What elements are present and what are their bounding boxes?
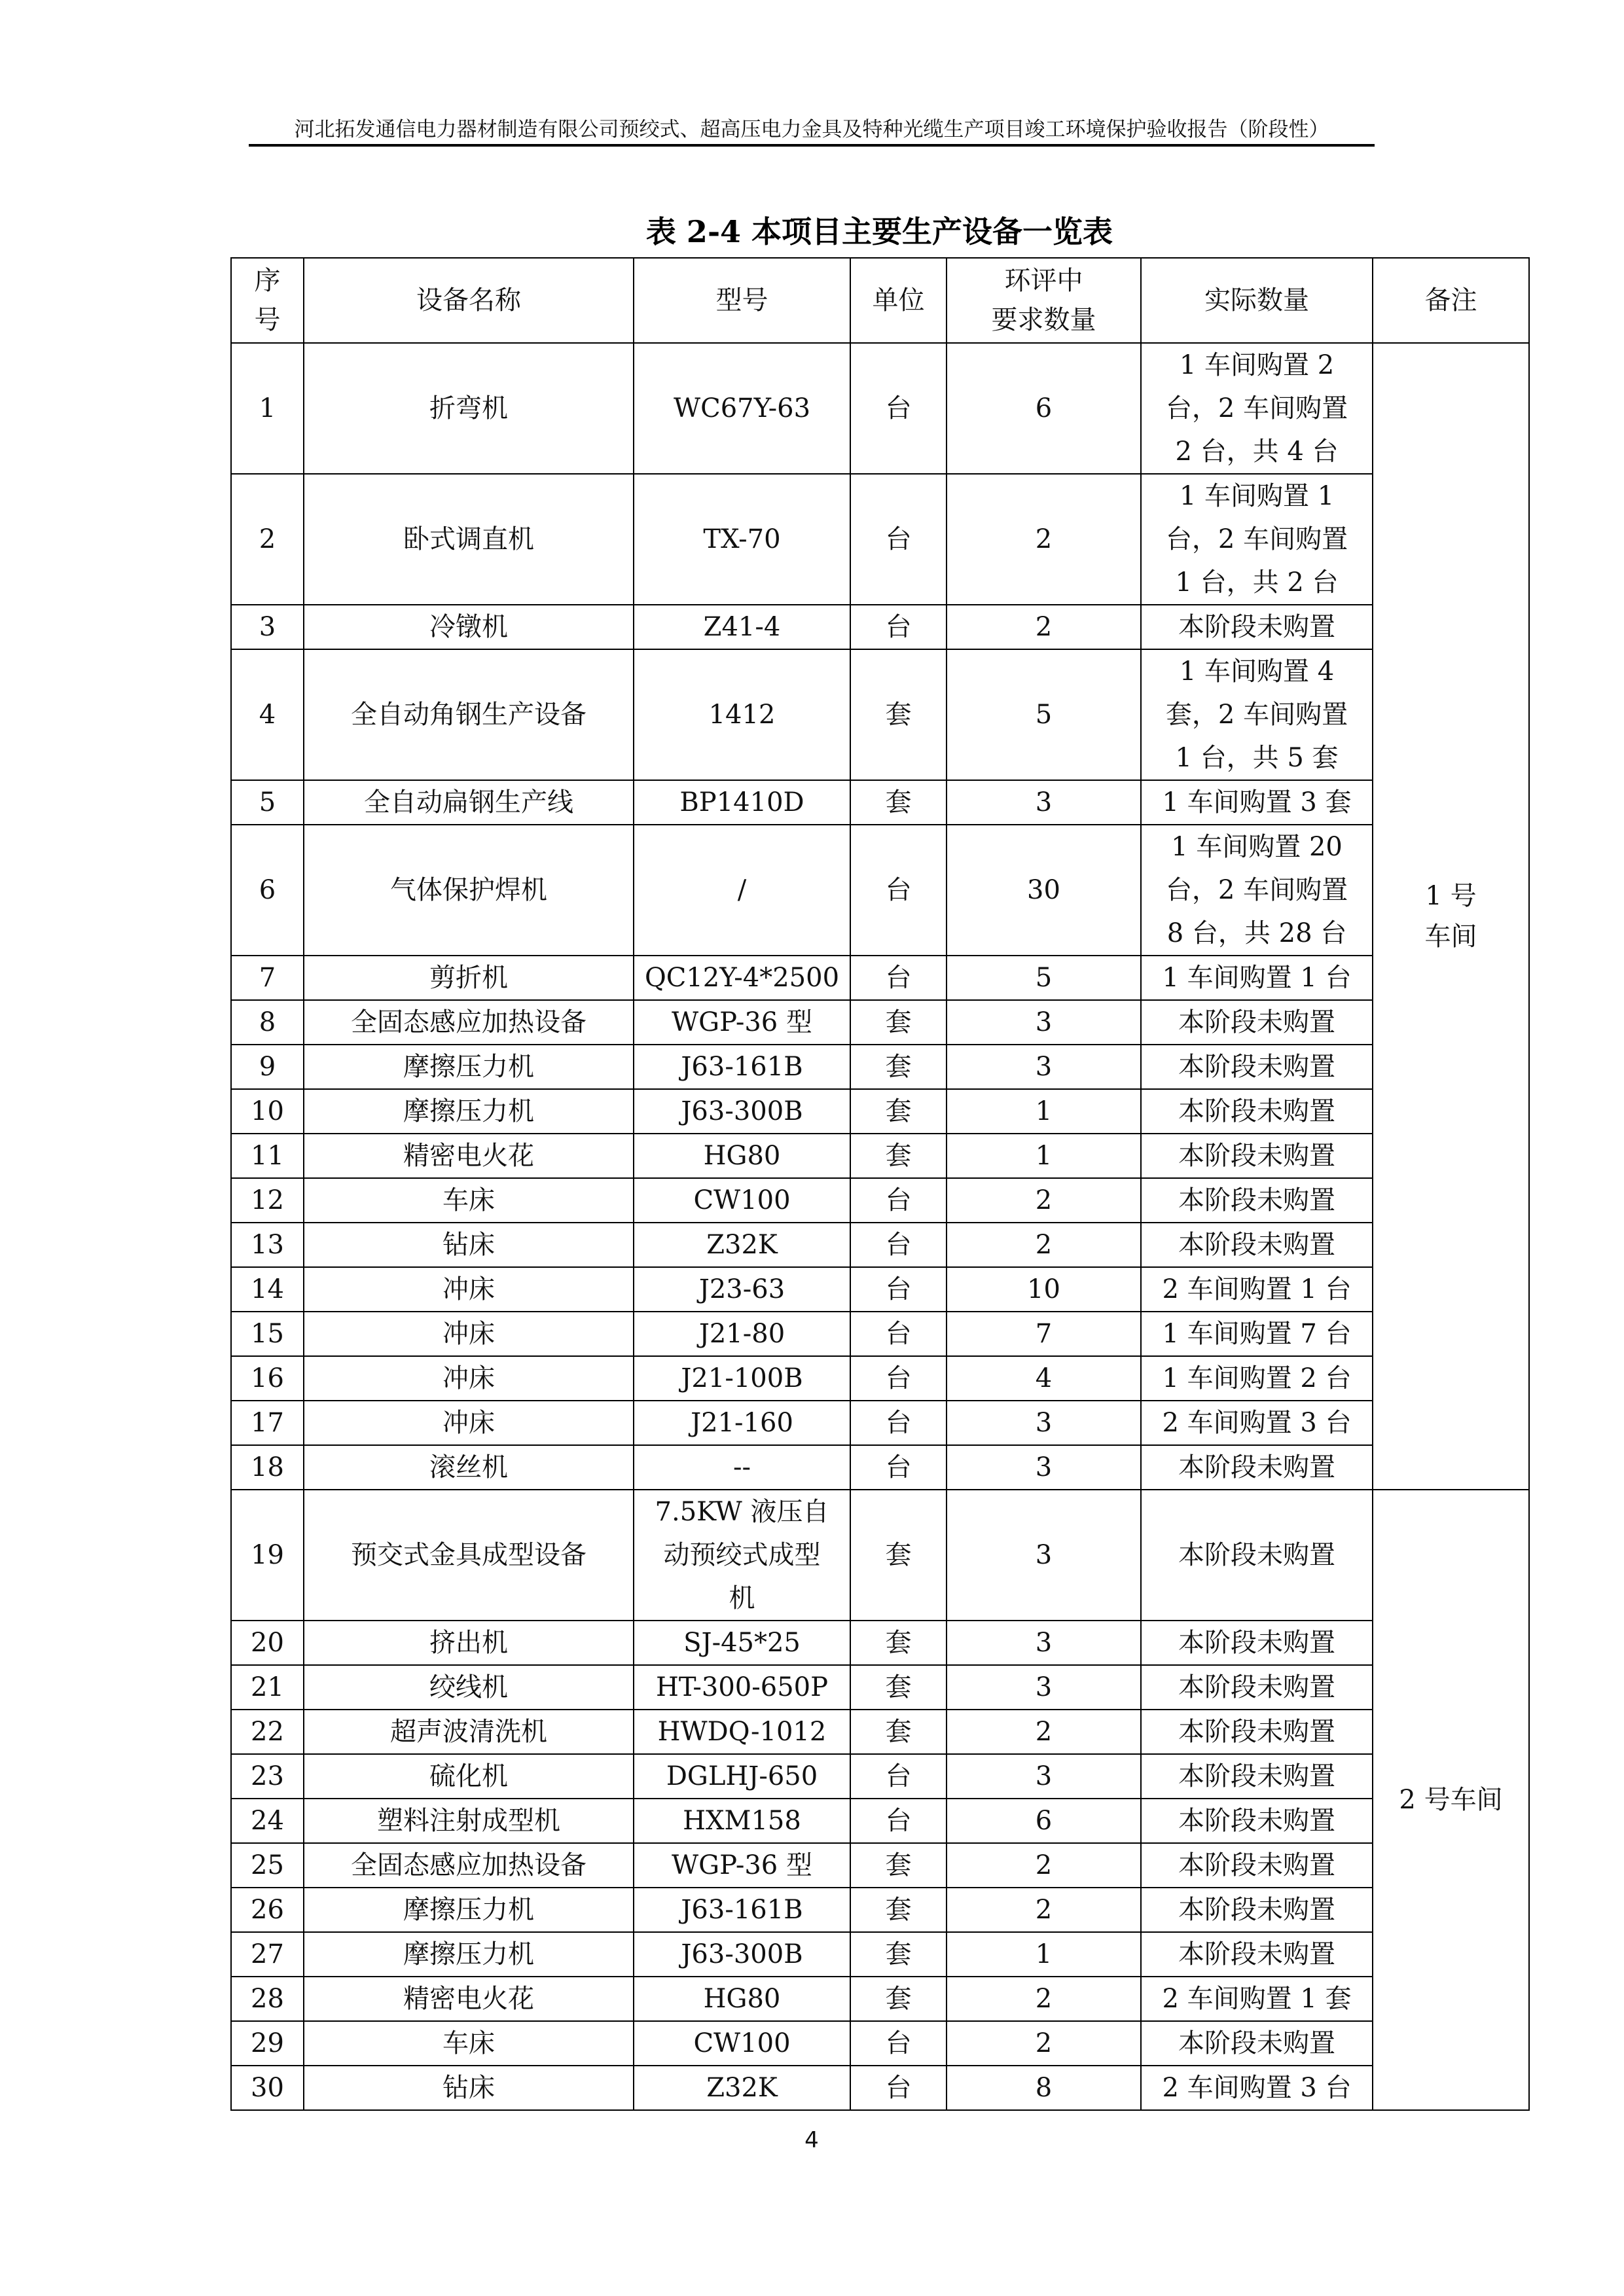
header-required-line1: 环评中 xyxy=(1004,266,1083,296)
cell-index: 9 xyxy=(231,1045,304,1089)
model-line: 动预绞式成型 xyxy=(663,1540,821,1570)
cell-actual xyxy=(1141,605,1373,649)
cell-unit: 台 xyxy=(850,1178,947,1223)
cell-name: 钻床 xyxy=(304,1223,634,1267)
cell-model: / xyxy=(634,825,850,956)
cell-unit: 套 xyxy=(850,1490,947,1621)
actual-line: 本阶段未购置 xyxy=(1178,1717,1335,1747)
actual-line: 本阶段未购置 xyxy=(1178,1628,1335,1658)
cell-required: 1 xyxy=(947,1932,1141,1977)
actual-line: 1 车间购置 7 台 xyxy=(1162,1319,1352,1349)
cell-unit: 套 xyxy=(850,1665,947,1710)
cell-name: 绞线机 xyxy=(304,1665,634,1710)
table-row xyxy=(231,1000,1529,1045)
header-index-line1: 序 xyxy=(254,266,281,296)
cell-index: 24 xyxy=(231,1799,304,1843)
cell-unit: 台 xyxy=(850,1356,947,1401)
cell-unit: 台 xyxy=(850,2021,947,2066)
cell-name: 折弯机 xyxy=(304,343,634,474)
cell-model: Z32K xyxy=(634,2066,850,2110)
cell-required: 3 xyxy=(947,1754,1141,1799)
cell-unit: 台 xyxy=(850,1267,947,1312)
cell-actual xyxy=(1141,1490,1373,1621)
cell-index: 18 xyxy=(231,1445,304,1490)
cell-actual xyxy=(1141,1665,1373,1710)
cell-index: 23 xyxy=(231,1754,304,1799)
actual-line: 本阶段未购置 xyxy=(1178,1540,1335,1570)
cell-model: Z32K xyxy=(634,1223,850,1267)
cell-actual xyxy=(1141,1754,1373,1799)
cell-required: 2 xyxy=(947,1223,1141,1267)
cell-model: TX-70 xyxy=(634,474,850,605)
table-row xyxy=(231,649,1529,780)
cell-unit: 台 xyxy=(850,1799,947,1843)
cell-name: 挤出机 xyxy=(304,1621,634,1665)
table-row xyxy=(231,1754,1529,1799)
actual-line: 1 台，共 5 套 xyxy=(1175,743,1339,773)
table-row xyxy=(231,1178,1529,1223)
cell-unit: 套 xyxy=(850,1843,947,1888)
cell-index: 20 xyxy=(231,1621,304,1665)
cell-actual xyxy=(1141,1000,1373,1045)
header-remark: 备注 xyxy=(1373,258,1529,343)
cell-required: 7 xyxy=(947,1312,1141,1356)
cell-name: 硫化机 xyxy=(304,1754,634,1799)
remark-workshop-1-line: 1 号 xyxy=(1425,881,1477,911)
table-title: 表 2-4 本项目主要生产设备一览表 xyxy=(645,214,1113,249)
cell-actual xyxy=(1141,1356,1373,1401)
cell-unit: 套 xyxy=(850,780,947,825)
cell-required: 6 xyxy=(947,343,1141,474)
cell-actual xyxy=(1141,2066,1373,2110)
cell-actual xyxy=(1141,1401,1373,1445)
header-actual: 实际数量 xyxy=(1141,258,1373,343)
cell-model: QC12Y-4*2500 xyxy=(634,956,850,1000)
cell-required: 3 xyxy=(947,1445,1141,1490)
cell-name: 全自动扁钢生产线 xyxy=(304,780,634,825)
cell-actual xyxy=(1141,1932,1373,1977)
table-row xyxy=(231,1888,1529,1932)
header-required-line2: 要求数量 xyxy=(991,305,1096,335)
cell-actual xyxy=(1141,825,1373,956)
cell-model: HXM158 xyxy=(634,1799,850,1843)
actual-line: 台，2 车间购置 xyxy=(1165,875,1348,905)
actual-line: 2 台，共 4 台 xyxy=(1175,437,1339,467)
cell-unit: 套 xyxy=(850,1000,947,1045)
cell-unit: 台 xyxy=(850,825,947,956)
table-row xyxy=(231,605,1529,649)
header-unit: 单位 xyxy=(850,258,947,343)
actual-line: 套，2 车间购置 xyxy=(1165,700,1348,730)
table-row xyxy=(231,780,1529,825)
cell-index: 19 xyxy=(231,1490,304,1621)
actual-line: 2 车间购置 3 台 xyxy=(1162,2073,1352,2103)
cell-required: 1 xyxy=(947,1089,1141,1134)
cell-model: J63-300B xyxy=(634,1932,850,1977)
table-row xyxy=(231,1134,1529,1178)
cell-name: 剪折机 xyxy=(304,956,634,1000)
header-required xyxy=(947,258,1141,343)
cell-model: DGLHJ-650 xyxy=(634,1754,850,1799)
cell-model: HG80 xyxy=(634,1134,850,1178)
cell-actual xyxy=(1141,1089,1373,1134)
header-rule xyxy=(249,144,1375,147)
cell-model: HT-300-650P xyxy=(634,1665,850,1710)
actual-line: 本阶段未购置 xyxy=(1178,2028,1335,2058)
cell-actual xyxy=(1141,1445,1373,1490)
cell-required: 3 xyxy=(947,1621,1141,1665)
cell-actual xyxy=(1141,1178,1373,1223)
cell-model xyxy=(634,1490,850,1621)
cell-name: 冷镦机 xyxy=(304,605,634,649)
cell-name: 摩擦压力机 xyxy=(304,1888,634,1932)
cell-name: 气体保护焊机 xyxy=(304,825,634,956)
cell-name: 卧式调直机 xyxy=(304,474,634,605)
remark-workshop-1-line: 车间 xyxy=(1424,922,1477,952)
cell-model: J63-300B xyxy=(634,1089,850,1134)
table-row xyxy=(231,1445,1529,1490)
cell-index: 16 xyxy=(231,1356,304,1401)
cell-required: 2 xyxy=(947,2021,1141,2066)
actual-line: 本阶段未购置 xyxy=(1178,1939,1335,1969)
cell-name: 冲床 xyxy=(304,1401,634,1445)
cell-index: 6 xyxy=(231,825,304,956)
actual-line: 本阶段未购置 xyxy=(1178,1806,1335,1836)
cell-actual xyxy=(1141,1888,1373,1932)
table-row xyxy=(231,1665,1529,1710)
remark-workshop-2: 2 号车间 xyxy=(1373,1490,1529,2110)
cell-name: 超声波清洗机 xyxy=(304,1710,634,1754)
cell-unit: 套 xyxy=(850,1045,947,1089)
table-body xyxy=(231,343,1529,2110)
header-name: 设备名称 xyxy=(304,258,634,343)
cell-unit: 套 xyxy=(850,1932,947,1977)
cell-unit: 台 xyxy=(850,1754,947,1799)
cell-index: 10 xyxy=(231,1089,304,1134)
table-row xyxy=(231,1045,1529,1089)
cell-index: 17 xyxy=(231,1401,304,1445)
cell-index: 14 xyxy=(231,1267,304,1312)
cell-name: 全固态感应加热设备 xyxy=(304,1843,634,1888)
cell-actual xyxy=(1141,1710,1373,1754)
actual-line: 台，2 车间购置 xyxy=(1165,524,1348,554)
cell-model: WGP-36 型 xyxy=(634,1843,850,1888)
cell-index: 15 xyxy=(231,1312,304,1356)
cell-unit: 台 xyxy=(850,1312,947,1356)
cell-required: 30 xyxy=(947,825,1141,956)
table-row xyxy=(231,1710,1529,1754)
actual-line: 本阶段未购置 xyxy=(1178,1672,1335,1702)
cell-unit: 台 xyxy=(850,2066,947,2110)
table-row xyxy=(231,1977,1529,2021)
cell-model: CW100 xyxy=(634,1178,850,1223)
cell-model: -- xyxy=(634,1445,850,1490)
cell-required: 5 xyxy=(947,649,1141,780)
actual-line: 2 车间购置 3 台 xyxy=(1162,1408,1352,1438)
table-row xyxy=(231,1490,1529,1621)
cell-actual xyxy=(1141,649,1373,780)
actual-line: 本阶段未购置 xyxy=(1178,612,1335,642)
cell-index: 21 xyxy=(231,1665,304,1710)
cell-index: 1 xyxy=(231,343,304,474)
cell-index: 8 xyxy=(231,1000,304,1045)
header-index-line2: 号 xyxy=(254,305,281,335)
cell-required: 2 xyxy=(947,1888,1141,1932)
cell-actual xyxy=(1141,1843,1373,1888)
cell-actual xyxy=(1141,343,1373,474)
actual-line: 本阶段未购置 xyxy=(1178,1850,1335,1880)
cell-actual xyxy=(1141,474,1373,605)
cell-name: 摩擦压力机 xyxy=(304,1932,634,1977)
cell-actual xyxy=(1141,1312,1373,1356)
cell-model: J21-80 xyxy=(634,1312,850,1356)
actual-line: 1 车间购置 2 台 xyxy=(1162,1363,1352,1393)
actual-line: 台，2 车间购置 xyxy=(1165,393,1348,423)
actual-line: 本阶段未购置 xyxy=(1178,1452,1335,1482)
actual-line: 本阶段未购置 xyxy=(1178,1096,1335,1126)
cell-name: 精密电火花 xyxy=(304,1134,634,1178)
cell-unit: 套 xyxy=(850,1710,947,1754)
cell-index: 3 xyxy=(231,605,304,649)
cell-unit: 套 xyxy=(850,1621,947,1665)
cell-index: 29 xyxy=(231,2021,304,2066)
actual-line: 本阶段未购置 xyxy=(1178,1007,1335,1037)
cell-index: 30 xyxy=(231,2066,304,2110)
cell-required: 2 xyxy=(947,605,1141,649)
actual-line: 1 车间购置 2 xyxy=(1179,350,1335,380)
page-number: 4 xyxy=(804,2127,819,2153)
cell-model: WC67Y-63 xyxy=(634,343,850,474)
table-row xyxy=(231,1799,1529,1843)
actual-line: 1 车间购置 1 xyxy=(1179,481,1335,511)
cell-model: CW100 xyxy=(634,2021,850,2066)
actual-line: 本阶段未购置 xyxy=(1178,1230,1335,1260)
cell-name: 车床 xyxy=(304,2021,634,2066)
table-row xyxy=(231,1267,1529,1312)
cell-actual xyxy=(1141,1045,1373,1089)
cell-required: 3 xyxy=(947,1045,1141,1089)
equipment-table xyxy=(230,257,1530,2111)
cell-required: 2 xyxy=(947,474,1141,605)
cell-actual xyxy=(1141,1223,1373,1267)
actual-line: 本阶段未购置 xyxy=(1178,1141,1335,1171)
cell-model: HWDQ-1012 xyxy=(634,1710,850,1754)
cell-required: 3 xyxy=(947,1665,1141,1710)
cell-actual xyxy=(1141,2021,1373,2066)
actual-line: 本阶段未购置 xyxy=(1178,1052,1335,1082)
cell-required: 3 xyxy=(947,1401,1141,1445)
cell-index: 25 xyxy=(231,1843,304,1888)
cell-unit: 套 xyxy=(850,649,947,780)
actual-line: 1 车间购置 20 xyxy=(1171,832,1343,862)
cell-actual xyxy=(1141,1799,1373,1843)
cell-unit: 台 xyxy=(850,1223,947,1267)
cell-required: 2 xyxy=(947,1843,1141,1888)
cell-actual xyxy=(1141,1977,1373,2021)
actual-line: 本阶段未购置 xyxy=(1178,1185,1335,1215)
cell-unit: 套 xyxy=(850,1977,947,2021)
cell-model: J63-161B xyxy=(634,1045,850,1089)
actual-line: 1 车间购置 1 台 xyxy=(1162,963,1352,993)
table-row xyxy=(231,1223,1529,1267)
cell-unit: 套 xyxy=(850,1134,947,1178)
cell-index: 2 xyxy=(231,474,304,605)
cell-required: 5 xyxy=(947,956,1141,1000)
cell-actual xyxy=(1141,956,1373,1000)
table-row xyxy=(231,1621,1529,1665)
cell-name: 摩擦压力机 xyxy=(304,1089,634,1134)
cell-required: 2 xyxy=(947,1178,1141,1223)
cell-index: 26 xyxy=(231,1888,304,1932)
cell-index: 28 xyxy=(231,1977,304,2021)
cell-index: 22 xyxy=(231,1710,304,1754)
table-row xyxy=(231,956,1529,1000)
cell-required: 3 xyxy=(947,780,1141,825)
cell-required: 1 xyxy=(947,1134,1141,1178)
cell-name: 滚丝机 xyxy=(304,1445,634,1490)
actual-line: 本阶段未购置 xyxy=(1178,1895,1335,1925)
cell-index: 27 xyxy=(231,1932,304,1977)
table-row xyxy=(231,1401,1529,1445)
cell-name: 精密电火花 xyxy=(304,1977,634,2021)
table-row xyxy=(231,2066,1529,2110)
cell-index: 11 xyxy=(231,1134,304,1178)
actual-line: 1 台，共 2 台 xyxy=(1175,567,1339,598)
actual-line: 本阶段未购置 xyxy=(1178,1761,1335,1791)
cell-unit: 台 xyxy=(850,1401,947,1445)
cell-required: 3 xyxy=(947,1490,1141,1621)
cell-model: J63-161B xyxy=(634,1888,850,1932)
cell-model: HG80 xyxy=(634,1977,850,2021)
cell-name: 冲床 xyxy=(304,1267,634,1312)
cell-name: 塑料注射成型机 xyxy=(304,1799,634,1843)
actual-line: 1 车间购置 4 xyxy=(1179,656,1335,687)
cell-name: 车床 xyxy=(304,1178,634,1223)
cell-model: J21-160 xyxy=(634,1401,850,1445)
header-index xyxy=(231,258,304,343)
table-row xyxy=(231,1312,1529,1356)
cell-required: 6 xyxy=(947,1799,1141,1843)
model-line: 7.5KW 液压自 xyxy=(655,1497,829,1527)
cell-unit: 套 xyxy=(850,1888,947,1932)
cell-name: 预交式金具成型设备 xyxy=(304,1490,634,1621)
cell-unit: 台 xyxy=(850,605,947,649)
cell-model: 1412 xyxy=(634,649,850,780)
cell-required: 3 xyxy=(947,1000,1141,1045)
table-header-row xyxy=(231,258,1529,343)
actual-line: 2 车间购置 1 台 xyxy=(1162,1274,1352,1304)
table-row xyxy=(231,343,1529,474)
cell-model: SJ-45*25 xyxy=(634,1621,850,1665)
model-line: 机 xyxy=(729,1583,755,1613)
cell-model: BP1410D xyxy=(634,780,850,825)
actual-line: 2 车间购置 1 套 xyxy=(1162,1984,1352,2014)
cell-unit: 台 xyxy=(850,1445,947,1490)
table-row xyxy=(231,825,1529,956)
cell-index: 4 xyxy=(231,649,304,780)
header-model: 型号 xyxy=(634,258,850,343)
table-row xyxy=(231,1932,1529,1977)
actual-line: 1 车间购置 3 套 xyxy=(1162,787,1352,817)
cell-name: 全自动角钢生产设备 xyxy=(304,649,634,780)
running-header: 河北拓发通信电力器材制造有限公司预绞式、超高压电力金具及特种光缆生产项目竣工环境保护验收报告（阶段性） xyxy=(294,118,1329,141)
cell-unit: 台 xyxy=(850,956,947,1000)
cell-required: 10 xyxy=(947,1267,1141,1312)
cell-name: 冲床 xyxy=(304,1356,634,1401)
cell-model: Z41-4 xyxy=(634,605,850,649)
cell-unit: 台 xyxy=(850,343,947,474)
cell-index: 5 xyxy=(231,780,304,825)
cell-model: J23-63 xyxy=(634,1267,850,1312)
cell-required: 8 xyxy=(947,2066,1141,2110)
cell-name: 钻床 xyxy=(304,2066,634,2110)
cell-actual xyxy=(1141,1134,1373,1178)
cell-unit: 套 xyxy=(850,1089,947,1134)
cell-index: 12 xyxy=(231,1178,304,1223)
cell-unit: 台 xyxy=(850,474,947,605)
cell-model: J21-100B xyxy=(634,1356,850,1401)
table-row xyxy=(231,474,1529,605)
table-row xyxy=(231,1356,1529,1401)
actual-line: 8 台，共 28 台 xyxy=(1166,918,1347,948)
cell-name: 摩擦压力机 xyxy=(304,1045,634,1089)
table-row xyxy=(231,1843,1529,1888)
cell-name: 全固态感应加热设备 xyxy=(304,1000,634,1045)
cell-model: WGP-36 型 xyxy=(634,1000,850,1045)
cell-actual xyxy=(1141,1267,1373,1312)
cell-actual xyxy=(1141,780,1373,825)
cell-index: 13 xyxy=(231,1223,304,1267)
remark-workshop-1 xyxy=(1373,343,1529,1490)
cell-name: 冲床 xyxy=(304,1312,634,1356)
cell-index: 7 xyxy=(231,956,304,1000)
cell-required: 2 xyxy=(947,1977,1141,2021)
table-row xyxy=(231,1089,1529,1134)
cell-required: 4 xyxy=(947,1356,1141,1401)
cell-actual xyxy=(1141,1621,1373,1665)
cell-required: 2 xyxy=(947,1710,1141,1754)
table-row xyxy=(231,2021,1529,2066)
